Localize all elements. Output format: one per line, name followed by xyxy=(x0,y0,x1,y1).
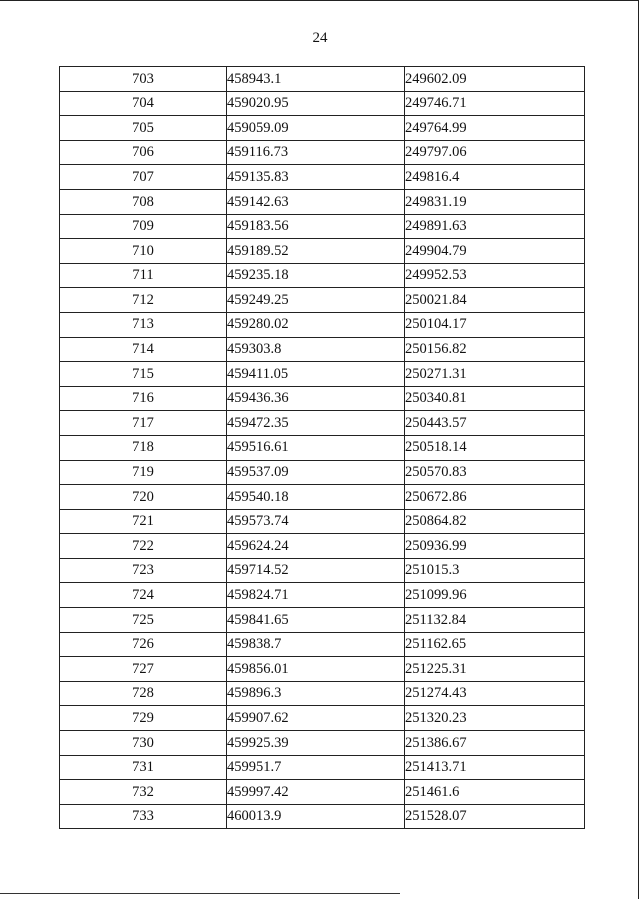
table-row xyxy=(60,608,585,633)
point-number-cell: 724 xyxy=(60,583,227,608)
x-coordinate-cell: 459925.39 xyxy=(227,731,405,756)
x-coordinate-cell: 459856.01 xyxy=(227,657,405,682)
y-coordinate-cell: 251132.84 xyxy=(405,608,585,633)
table-row xyxy=(60,485,585,510)
y-coordinate-cell: 251413.71 xyxy=(405,755,585,780)
point-number-cell: 727 xyxy=(60,657,227,682)
y-coordinate-cell: 251015.3 xyxy=(405,558,585,583)
y-coordinate-cell: 250570.83 xyxy=(405,460,585,485)
x-coordinate-cell: 459824.71 xyxy=(227,583,405,608)
table-row xyxy=(60,288,585,313)
x-coordinate-cell: 459537.09 xyxy=(227,460,405,485)
point-number-cell: 714 xyxy=(60,337,227,362)
x-coordinate-cell: 459907.62 xyxy=(227,706,405,731)
x-coordinate-cell: 459714.52 xyxy=(227,558,405,583)
y-coordinate-cell: 250443.57 xyxy=(405,411,585,436)
point-number-cell: 729 xyxy=(60,706,227,731)
table-row xyxy=(60,91,585,116)
x-coordinate-cell: 459951.7 xyxy=(227,755,405,780)
y-coordinate-cell: 250864.82 xyxy=(405,509,585,534)
y-coordinate-cell: 249602.09 xyxy=(405,67,585,92)
table-row xyxy=(60,780,585,805)
x-coordinate-cell: 459116.73 xyxy=(227,140,405,165)
table-row xyxy=(60,731,585,756)
point-number-cell: 722 xyxy=(60,534,227,559)
y-coordinate-cell: 250672.86 xyxy=(405,485,585,510)
x-coordinate-cell: 459472.35 xyxy=(227,411,405,436)
x-coordinate-cell: 459189.52 xyxy=(227,239,405,264)
point-number-cell: 731 xyxy=(60,755,227,780)
y-coordinate-cell: 249746.71 xyxy=(405,91,585,116)
table-row xyxy=(60,67,585,92)
x-coordinate-cell: 459235.18 xyxy=(227,263,405,288)
table-row xyxy=(60,509,585,534)
point-number-cell: 704 xyxy=(60,91,227,116)
table-row xyxy=(60,165,585,190)
table-row xyxy=(60,312,585,337)
y-coordinate-cell: 251320.23 xyxy=(405,706,585,731)
point-number-cell: 710 xyxy=(60,239,227,264)
y-coordinate-cell: 249797.06 xyxy=(405,140,585,165)
point-number-cell: 733 xyxy=(60,804,227,829)
point-number-cell: 721 xyxy=(60,509,227,534)
point-number-cell: 716 xyxy=(60,386,227,411)
bottom-edge-line xyxy=(0,893,400,894)
y-coordinate-cell: 249891.63 xyxy=(405,214,585,239)
x-coordinate-cell: 459838.7 xyxy=(227,632,405,657)
coordinates-table xyxy=(59,66,585,829)
x-coordinate-cell: 459841.65 xyxy=(227,608,405,633)
x-coordinate-cell: 459280.02 xyxy=(227,312,405,337)
x-coordinate-cell: 459303.8 xyxy=(227,337,405,362)
x-coordinate-cell: 459059.09 xyxy=(227,116,405,141)
table-row xyxy=(60,411,585,436)
point-number-cell: 705 xyxy=(60,116,227,141)
point-number-cell: 707 xyxy=(60,165,227,190)
x-coordinate-cell: 459540.18 xyxy=(227,485,405,510)
y-coordinate-cell: 251225.31 xyxy=(405,657,585,682)
x-coordinate-cell: 459573.74 xyxy=(227,509,405,534)
y-coordinate-cell: 250340.81 xyxy=(405,386,585,411)
table-row xyxy=(60,386,585,411)
point-number-cell: 730 xyxy=(60,731,227,756)
point-number-cell: 725 xyxy=(60,608,227,633)
table-row xyxy=(60,189,585,214)
y-coordinate-cell: 251528.07 xyxy=(405,804,585,829)
table-row xyxy=(60,460,585,485)
point-number-cell: 706 xyxy=(60,140,227,165)
table-row xyxy=(60,534,585,559)
table-row xyxy=(60,681,585,706)
y-coordinate-cell: 250936.99 xyxy=(405,534,585,559)
y-coordinate-cell: 251099.96 xyxy=(405,583,585,608)
point-number-cell: 719 xyxy=(60,460,227,485)
table-row xyxy=(60,435,585,460)
point-number-cell: 711 xyxy=(60,263,227,288)
x-coordinate-cell: 460013.9 xyxy=(227,804,405,829)
x-coordinate-cell: 459997.42 xyxy=(227,780,405,805)
y-coordinate-cell: 251386.67 xyxy=(405,731,585,756)
table-row xyxy=(60,214,585,239)
x-coordinate-cell: 459896.3 xyxy=(227,681,405,706)
x-coordinate-cell: 459183.56 xyxy=(227,214,405,239)
point-number-cell: 717 xyxy=(60,411,227,436)
y-coordinate-cell: 250021.84 xyxy=(405,288,585,313)
point-number-cell: 708 xyxy=(60,189,227,214)
point-number-cell: 712 xyxy=(60,288,227,313)
point-number-cell: 713 xyxy=(60,312,227,337)
y-coordinate-cell: 250104.17 xyxy=(405,312,585,337)
table-row xyxy=(60,583,585,608)
table-row xyxy=(60,239,585,264)
table-row xyxy=(60,362,585,387)
point-number-cell: 720 xyxy=(60,485,227,510)
x-coordinate-cell: 459135.83 xyxy=(227,165,405,190)
point-number-cell: 723 xyxy=(60,558,227,583)
table-row xyxy=(60,804,585,829)
y-coordinate-cell: 251162.65 xyxy=(405,632,585,657)
x-coordinate-cell: 459249.25 xyxy=(227,288,405,313)
table-row xyxy=(60,657,585,682)
x-coordinate-cell: 458943.1 xyxy=(227,67,405,92)
page-number: 24 xyxy=(312,30,328,46)
y-coordinate-cell: 250518.14 xyxy=(405,435,585,460)
point-number-cell: 715 xyxy=(60,362,227,387)
point-number-cell: 718 xyxy=(60,435,227,460)
x-coordinate-cell: 459516.61 xyxy=(227,435,405,460)
x-coordinate-cell: 459142.63 xyxy=(227,189,405,214)
table-row xyxy=(60,558,585,583)
y-coordinate-cell: 251461.6 xyxy=(405,780,585,805)
table-row xyxy=(60,706,585,731)
point-number-cell: 728 xyxy=(60,681,227,706)
x-coordinate-cell: 459020.95 xyxy=(227,91,405,116)
y-coordinate-cell: 249904.79 xyxy=(405,239,585,264)
y-coordinate-cell: 249816.4 xyxy=(405,165,585,190)
point-number-cell: 703 xyxy=(60,67,227,92)
x-coordinate-cell: 459411.05 xyxy=(227,362,405,387)
y-coordinate-cell: 249831.19 xyxy=(405,189,585,214)
x-coordinate-cell: 459436.36 xyxy=(227,386,405,411)
x-coordinate-cell: 459624.24 xyxy=(227,534,405,559)
table-row xyxy=(60,632,585,657)
table-row xyxy=(60,337,585,362)
table-row xyxy=(60,140,585,165)
y-coordinate-cell: 250271.31 xyxy=(405,362,585,387)
y-coordinate-cell: 249764.99 xyxy=(405,116,585,141)
point-number-cell: 732 xyxy=(60,780,227,805)
table-row xyxy=(60,263,585,288)
y-coordinate-cell: 249952.53 xyxy=(405,263,585,288)
y-coordinate-cell: 250156.82 xyxy=(405,337,585,362)
table-row xyxy=(60,116,585,141)
coordinates-table-body xyxy=(60,67,585,829)
point-number-cell: 726 xyxy=(60,632,227,657)
y-coordinate-cell: 251274.43 xyxy=(405,681,585,706)
point-number-cell: 709 xyxy=(60,214,227,239)
table-row xyxy=(60,755,585,780)
